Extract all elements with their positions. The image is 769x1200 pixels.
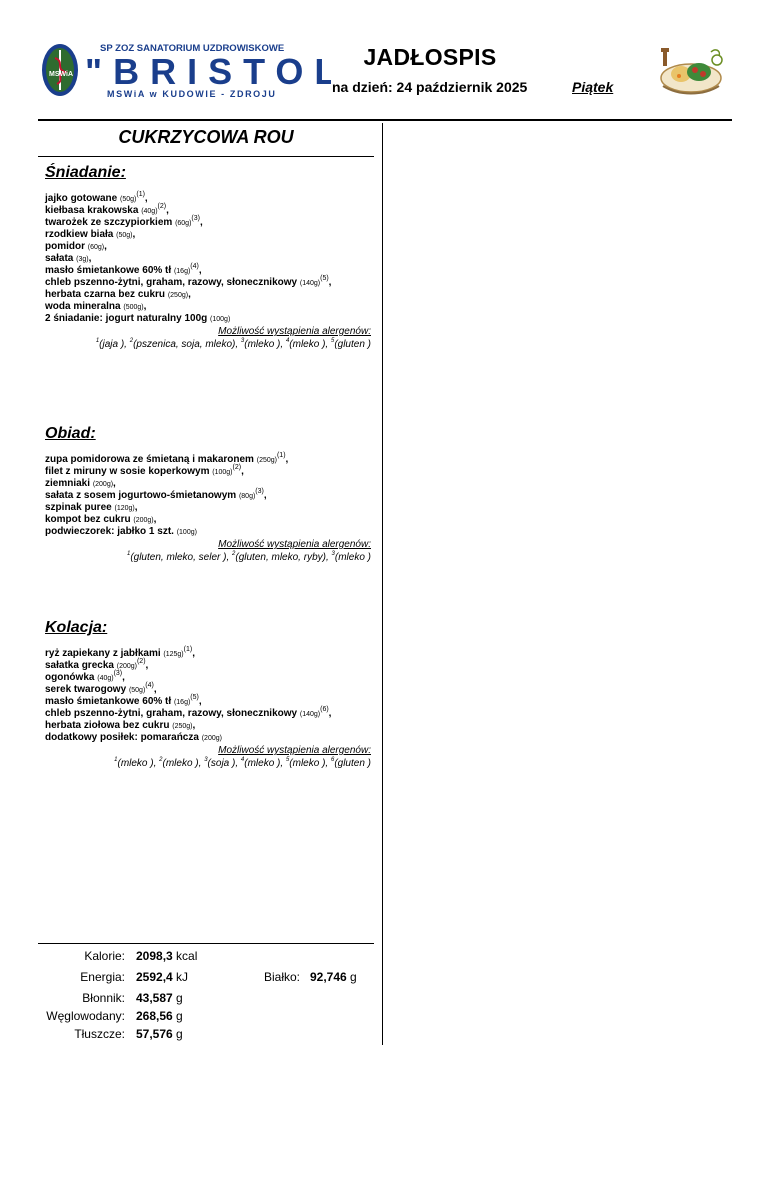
menu-item xyxy=(45,732,375,744)
item-amount: (250g) xyxy=(256,457,277,464)
logo-emblem-text: MSWiA xyxy=(49,71,74,78)
allergen-ref: (3) xyxy=(113,670,123,677)
menu-item: rzodkiew biała (50g), xyxy=(45,229,136,240)
carbs-value: 268,56 g xyxy=(136,1009,183,1023)
fiber-label: Błonnik: xyxy=(82,991,125,1005)
menu-item: zupa pomidorowa ze śmietaną i makaronem $(250g)^{(1)}$, xyxy=(45,452,289,465)
item-name: kiełbasa krakowska xyxy=(45,205,139,216)
menu-item: szpinak puree (120g), xyxy=(45,502,138,513)
protein-value: 92,746 g xyxy=(310,970,357,984)
item-name: woda mineralna xyxy=(45,301,121,312)
allergen-number: 2 xyxy=(232,551,236,557)
item-name: chleb pszenno-żytni, graham, razowy, słonecznikowy xyxy=(45,708,298,719)
allergen-text: (pszenica, soja, mleko) xyxy=(133,339,236,350)
allergen-list: $^1$(mleko ), $^2$(mleko ), $^3$(soja ), $^4$(mleko ), $^5$(mleko ), $^6$(gluten ) xyxy=(114,757,371,769)
allergen-number: 1 xyxy=(114,757,118,763)
menu-item: kompot bez cukru (200g), xyxy=(45,514,157,525)
allergen-text: (soja ) xyxy=(207,758,236,769)
energy-value: 2592,4 kJ xyxy=(136,970,189,984)
menu-item: ryż zapiekany z jabłkami $(125g)^{(1)}$, xyxy=(45,646,195,659)
allergen-text: (jaja ) xyxy=(99,339,125,350)
menu-item: kiełbasa krakowska $(40g)^{(2)}$, xyxy=(45,203,169,216)
allergen-text: (mleko ) xyxy=(162,758,199,769)
sanatorium-logo xyxy=(41,42,331,100)
menu-item: ogonówka $(40g)^{(3)}$, xyxy=(45,670,125,683)
item-name: filet z miruny w sosie koperkowym xyxy=(45,466,210,477)
fat-value: 57,576 g xyxy=(136,1027,183,1041)
allergen-number: 2 xyxy=(159,757,163,763)
item-amount: (500g) xyxy=(123,304,144,311)
item-name: masło śmietankowe 60% tł xyxy=(45,265,172,276)
item-name: ogonówka xyxy=(45,672,95,683)
item-amount: (16g) xyxy=(173,268,191,275)
item-amount: (200g) xyxy=(116,663,137,670)
allergen-number: 5 xyxy=(330,338,335,344)
item-name: kompot bez cukru xyxy=(45,514,131,525)
item-name: twarożek ze szczypiorkiem xyxy=(45,217,173,228)
calories-value: 2098,3 kcal xyxy=(136,949,198,963)
item-amount: (3g) xyxy=(76,256,89,263)
menu-item: herbata czarna bez cukru (250g), xyxy=(45,289,191,300)
allergen-text: (mleko ) xyxy=(244,758,281,769)
meal-items xyxy=(45,648,375,744)
item-name: zupa pomidorowa ze śmietaną i makaronem xyxy=(45,454,254,465)
item-name: sałata z sosem jogurtowo-śmietanowym xyxy=(45,490,237,501)
allergen-ref: (1) xyxy=(136,191,145,198)
menu-item: serek twarogowy $(50g)^{(4)}$, xyxy=(45,682,157,695)
diet-divider xyxy=(38,156,374,157)
item-amount: (250g) xyxy=(167,292,189,299)
item-amount: (200g) xyxy=(201,735,222,742)
energy-label: Energia: xyxy=(80,970,125,984)
item-name: sałata xyxy=(45,253,74,264)
meal-items xyxy=(45,193,375,325)
allergen-ref: (2) xyxy=(157,203,167,210)
allergen-ref: (6) xyxy=(320,706,329,713)
allergen-ref: (3) xyxy=(255,488,264,495)
menu-item: filet z miruny w sosie koperkowym $(100g)^{(2)}$, xyxy=(45,464,244,477)
menu-item: sałata z sosem jogurtowo-śmietanowym $(80g)^{(3)}$, xyxy=(45,488,267,501)
fiber-value: 43,587 g xyxy=(136,991,183,1005)
item-amount: (50g) xyxy=(128,687,146,694)
allergen-text: (mleko ) xyxy=(117,758,154,769)
nutrition-divider xyxy=(38,943,374,944)
allergen-number: 1 xyxy=(95,338,100,344)
allergen-number: 6 xyxy=(330,757,335,763)
item-amount: (125g) xyxy=(163,651,184,658)
allergen-number: 3 xyxy=(204,757,208,763)
allergen-ref: (1) xyxy=(276,452,286,459)
item-name: ziemniaki xyxy=(45,478,93,489)
allergen-list: $^1$(jaja ), $^2$(pszenica, soja, mleko), $^3$(mleko ), $^4$(mleko ), $^5$(gluten ) xyxy=(95,338,371,350)
allergen-text: (gluten, mleko, seler ) xyxy=(130,552,227,563)
item-name: 2 śniadanie: jogurt naturalny 100g xyxy=(45,313,208,324)
meal-title: Śniadanie: xyxy=(45,164,126,181)
menu-item: sałatka grecka $(200g)^{(2)}$, xyxy=(45,658,149,671)
item-name: sałatka grecka xyxy=(45,660,114,671)
item-amount: (50g) xyxy=(116,232,133,239)
item-amount: (16g) xyxy=(173,699,191,706)
item-name: podwieczorek: jabłko 1 szt. xyxy=(45,526,174,537)
item-name: pomidor xyxy=(45,241,85,252)
item-name: herbata czarna bez cukru xyxy=(45,289,166,300)
allergen-number: 3 xyxy=(240,338,245,344)
item-name: serek twarogowy xyxy=(45,684,127,695)
fat-label: Tłuszcze: xyxy=(74,1027,125,1041)
item-name: dodatkowy posiłek: pomarańcza xyxy=(45,732,199,743)
item-amount: (140g) xyxy=(299,280,321,287)
allergen-number: 3 xyxy=(331,551,335,557)
item-name: chleb pszenno-żytni, graham, razowy, słonecznikowy xyxy=(45,277,298,288)
menu-item xyxy=(45,313,375,325)
menu-item: masło śmietankowe 60% tł $(16g)^{(5)}$, xyxy=(45,694,202,707)
item-amount: (100g) xyxy=(212,469,233,476)
allergen-number: 1 xyxy=(126,551,131,557)
menu-item: herbata ziołowa bez cukru (250g), xyxy=(45,720,196,731)
item-amount: (40g) xyxy=(97,675,114,682)
carbs-label: Węglowodany: xyxy=(46,1009,125,1023)
protein-label: Białko: xyxy=(263,970,300,984)
institution-name: SP ZOZ SANATORIUM UZDROWISKOWE xyxy=(100,43,285,54)
item-amount: (120g) xyxy=(114,505,135,512)
meal-breakfast xyxy=(45,162,375,351)
allergen-ref: (5) xyxy=(320,275,329,282)
menu-item: woda mineralna (500g), xyxy=(45,301,147,312)
allergen-number: 5 xyxy=(285,757,290,763)
item-amount: (200g) xyxy=(133,517,154,524)
allergen-ref: (2) xyxy=(232,464,242,471)
menu-item: chleb pszenno-żytni, graham, razowy, słonecznikowy $(140g)^{(6)}$, xyxy=(45,706,332,719)
item-name: masło śmietankowe 60% tł xyxy=(45,696,172,707)
allergen-text: (mleko ) xyxy=(334,552,371,563)
item-amount: (250g) xyxy=(172,723,193,730)
allergen-number: 2 xyxy=(129,338,134,344)
item-name: szpinak puree xyxy=(45,502,112,513)
menu-item: jajko gotowane $(50g)^{(1)}$, xyxy=(45,191,148,204)
item-amount: (40g) xyxy=(141,208,158,215)
item-amount: (60g) xyxy=(175,220,192,227)
item-amount: (80g) xyxy=(238,493,256,500)
menu-item xyxy=(45,526,375,538)
allergen-number: 4 xyxy=(240,757,245,763)
allergen-text: (gluten, mleko, ryby) xyxy=(235,552,326,563)
item-amount: (100g) xyxy=(210,316,231,323)
calories-label: Kalorie: xyxy=(84,949,125,963)
header-divider xyxy=(38,119,732,121)
brand-location: MSWiA w KUDOWIE - ZDROJU xyxy=(107,89,277,99)
item-amount: (60g) xyxy=(87,244,105,251)
allergen-text: (mleko ) xyxy=(289,339,326,350)
item-amount: (100g) xyxy=(176,529,197,536)
menu-item: pomidor (60g), xyxy=(45,241,107,252)
allergen-header: Możliwość wystąpienia alergenów: xyxy=(218,539,371,550)
allergen-ref: (5) xyxy=(190,694,199,701)
meal-items xyxy=(45,454,375,538)
page-title: JADŁOSPIS xyxy=(363,44,497,70)
diet-name: CUKRZYCOWA ROU xyxy=(118,127,294,147)
item-amount: (140g) xyxy=(299,711,321,718)
item-name: herbata ziołowa bez cukru xyxy=(45,720,170,731)
menu-date: na dzień: 24 październik 2025 xyxy=(332,79,528,95)
item-amount: (50g) xyxy=(120,196,137,203)
item-name: rzodkiew biała xyxy=(45,229,114,240)
allergen-list: $^1$(gluten, mleko, seler ), $^2$(gluten, mleko, ryby), $^3$(mleko ) xyxy=(126,551,371,563)
menu-day: Piątek xyxy=(572,79,614,95)
allergen-ref: (1) xyxy=(183,646,193,653)
allergen-number: 4 xyxy=(285,338,290,344)
item-name: ryż zapiekany z jabłkami xyxy=(45,648,161,659)
allergen-text: (mleko ) xyxy=(244,339,281,350)
item-amount: (200g) xyxy=(92,481,114,488)
menu-item: ziemniaki (200g), xyxy=(45,478,116,489)
allergen-ref: (3) xyxy=(191,215,200,222)
allergen-text: (gluten ) xyxy=(334,758,371,769)
column-divider xyxy=(382,123,383,1045)
brand-name: "BRISTO xyxy=(85,51,315,92)
meal-title: Kolacja: xyxy=(45,619,108,636)
meal-dinner xyxy=(45,617,375,770)
allergen-header: Możliwość wystąpienia alergenów: xyxy=(218,326,371,337)
food-plate-icon xyxy=(659,46,729,98)
allergen-ref: (4) xyxy=(145,682,154,689)
meal-title: Obiad: xyxy=(45,425,96,442)
menu-item: masło śmietankowe 60% tł $(16g)^{(4)}$, xyxy=(45,263,202,276)
allergen-ref: (2) xyxy=(136,658,146,665)
menu-item: twarożek ze szczypiorkiem $(60g)^{(3)}$, xyxy=(45,215,203,228)
allergen-text: (mleko ) xyxy=(289,758,326,769)
menu-item: sałata (3g), xyxy=(45,253,92,264)
meal-lunch xyxy=(45,423,375,564)
item-name: jajko gotowane xyxy=(45,193,118,204)
allergen-header: Możliwość wystąpienia alergenów: xyxy=(218,745,371,756)
menu-item: chleb pszenno-żytni, graham, razowy, słonecznikowy $(140g)^{(5)}$, xyxy=(45,275,332,288)
allergen-text: (gluten ) xyxy=(334,339,371,350)
allergen-ref: (4) xyxy=(190,263,199,270)
